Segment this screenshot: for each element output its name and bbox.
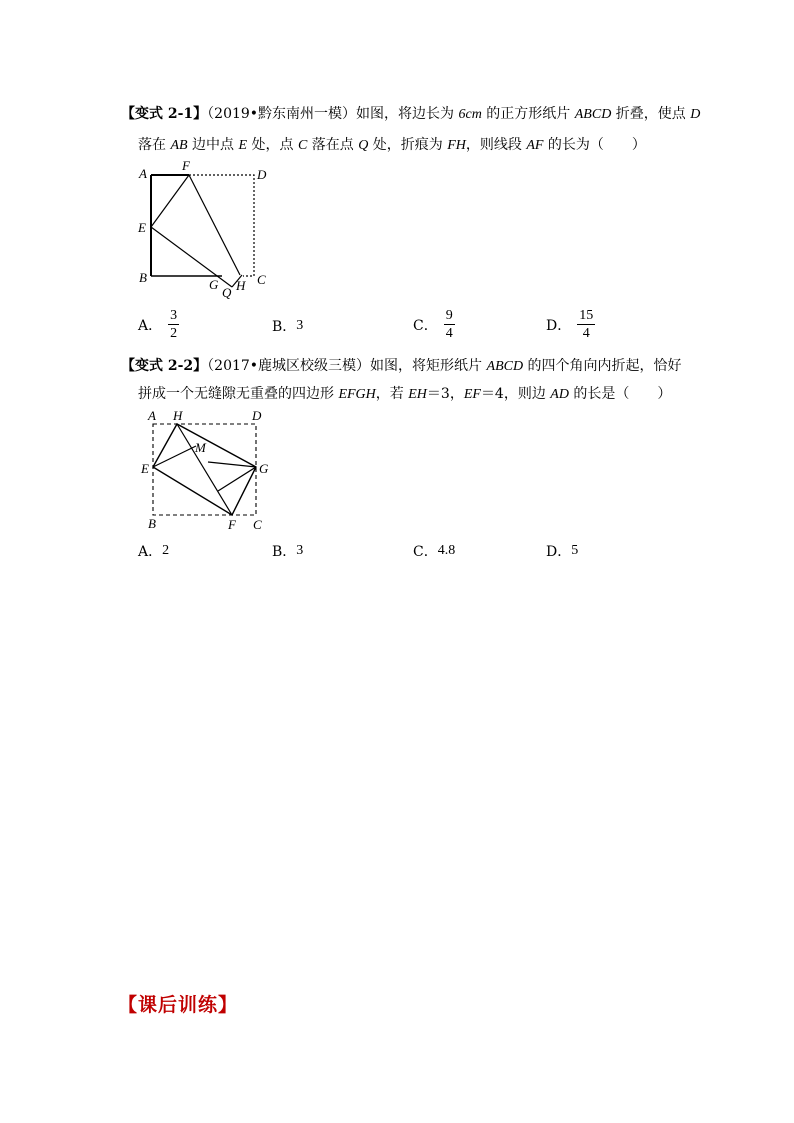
point-d: D — [690, 107, 701, 122]
option-b-label: B． — [272, 544, 297, 560]
fraction-numerator: 9 — [445, 308, 453, 323]
option-b-value: 3 — [296, 318, 304, 333]
option-d-value: 5 — [571, 543, 579, 558]
point-c: C — [297, 138, 308, 153]
problem1-text: 落在点 — [307, 137, 359, 153]
label-f: F — [228, 517, 236, 532]
label-b: B — [139, 270, 147, 285]
option-d-2[interactable] — [546, 541, 578, 561]
label-h: H — [236, 278, 246, 293]
option-a[interactable] — [138, 308, 179, 341]
problem1-text: ，则线段 — [465, 137, 527, 153]
option-d[interactable] — [546, 308, 595, 341]
problem2-text: （2017•鹿城区校级三模）如图，将矩形纸片 — [207, 358, 487, 374]
point-q: Q — [358, 138, 369, 153]
option-a-label: A． — [138, 544, 163, 560]
option-d-label: D． — [546, 317, 572, 334]
label-e: E — [138, 220, 146, 235]
option-b-2[interactable] — [272, 541, 303, 561]
label-d: D — [252, 408, 262, 423]
problem1-text: 折叠，使点 — [611, 106, 691, 122]
option-a-value: 2 — [162, 543, 170, 558]
problem2-tag: 【变式 2-2】 — [121, 358, 208, 374]
option-b[interactable] — [272, 316, 303, 336]
problem1-text: 处，点 — [247, 137, 298, 153]
label-c: C — [253, 517, 262, 532]
label-h: H — [173, 408, 183, 423]
label-c: C — [257, 272, 266, 287]
fraction-denominator: 4 — [445, 326, 453, 341]
label-g: G — [259, 461, 269, 476]
problem2-text: 的长是（ ） — [568, 386, 672, 402]
option-a-label: A． — [138, 317, 163, 334]
problem2-text: ＝4，则边 — [480, 386, 551, 402]
rect-name: ABCD — [486, 359, 524, 374]
problem2-text: 的四个角向内折起，恰好 — [523, 358, 682, 374]
problem1-text: （2019•黔东南州一模）如图，将边长为 — [207, 106, 459, 122]
option-a-fraction — [168, 308, 179, 341]
label-a: A — [148, 408, 156, 423]
problem1-text: 的正方形纸片 — [481, 106, 575, 122]
crease-fh — [189, 175, 240, 275]
label-e: E — [141, 461, 149, 476]
label-d: D — [257, 167, 267, 182]
fraction-numerator: 15 — [579, 308, 594, 323]
section-title: 【课后训练】 — [118, 994, 239, 1016]
option-c-2[interactable] — [413, 541, 455, 561]
label-m: M — [195, 440, 206, 455]
segment-ab: AB — [170, 138, 188, 153]
problem1-line1 — [121, 105, 700, 124]
label-a: A — [139, 166, 147, 181]
option-d-fraction — [577, 308, 595, 341]
segment-eh: EH — [408, 387, 427, 402]
problem1-text: 的长为（ ） — [543, 137, 646, 153]
problem2-line1 — [121, 357, 682, 376]
segment-fh: FH — [447, 138, 466, 153]
option-c-label: C． — [413, 317, 438, 334]
option-d-label: D． — [546, 544, 572, 560]
problem1-tag: 【变式 2-1】 — [121, 106, 208, 122]
segment-hf — [177, 424, 232, 515]
square-name: ABCD — [574, 107, 612, 122]
option-a-2[interactable] — [138, 541, 169, 561]
problem1-figure — [130, 158, 280, 300]
option-c-fraction — [444, 308, 455, 341]
original-square-outline — [189, 175, 254, 276]
segment-ad: AD — [550, 387, 569, 402]
problem2-line2 — [138, 385, 671, 404]
label-b: B — [148, 516, 156, 531]
label-q: Q — [222, 285, 232, 300]
problem2-text: ＝3， — [426, 386, 464, 402]
option-c[interactable] — [413, 308, 455, 341]
problem2-figure — [140, 404, 275, 534]
problem2-text: 拼成一个无缝隙无重叠的四边形 — [138, 386, 339, 402]
problem1-text: 落在 — [138, 137, 171, 153]
fraction-denominator: 4 — [582, 326, 590, 341]
problem1-line2 — [138, 136, 646, 155]
problem2-text: ，若 — [375, 386, 409, 402]
option-b-label: B． — [272, 319, 297, 335]
problem1-text: 处，折痕为 — [368, 137, 448, 153]
label-g: G — [209, 277, 219, 292]
label-f: F — [182, 158, 190, 173]
fraction-denominator: 2 — [170, 326, 178, 341]
option-b-value: 3 — [296, 543, 304, 558]
quad-name: EFGH — [338, 387, 376, 402]
segment-ef — [151, 175, 189, 227]
segment-af: AF — [526, 138, 544, 153]
option-c-label: C． — [413, 544, 438, 560]
side-length: 6cm — [458, 107, 482, 122]
fraction-numerator: 3 — [170, 308, 178, 323]
point-e: E — [238, 138, 248, 153]
problem1-text: 边中点 — [187, 137, 239, 153]
segment-ef-2: EF — [463, 387, 481, 402]
option-c-value: 4.8 — [437, 543, 456, 558]
